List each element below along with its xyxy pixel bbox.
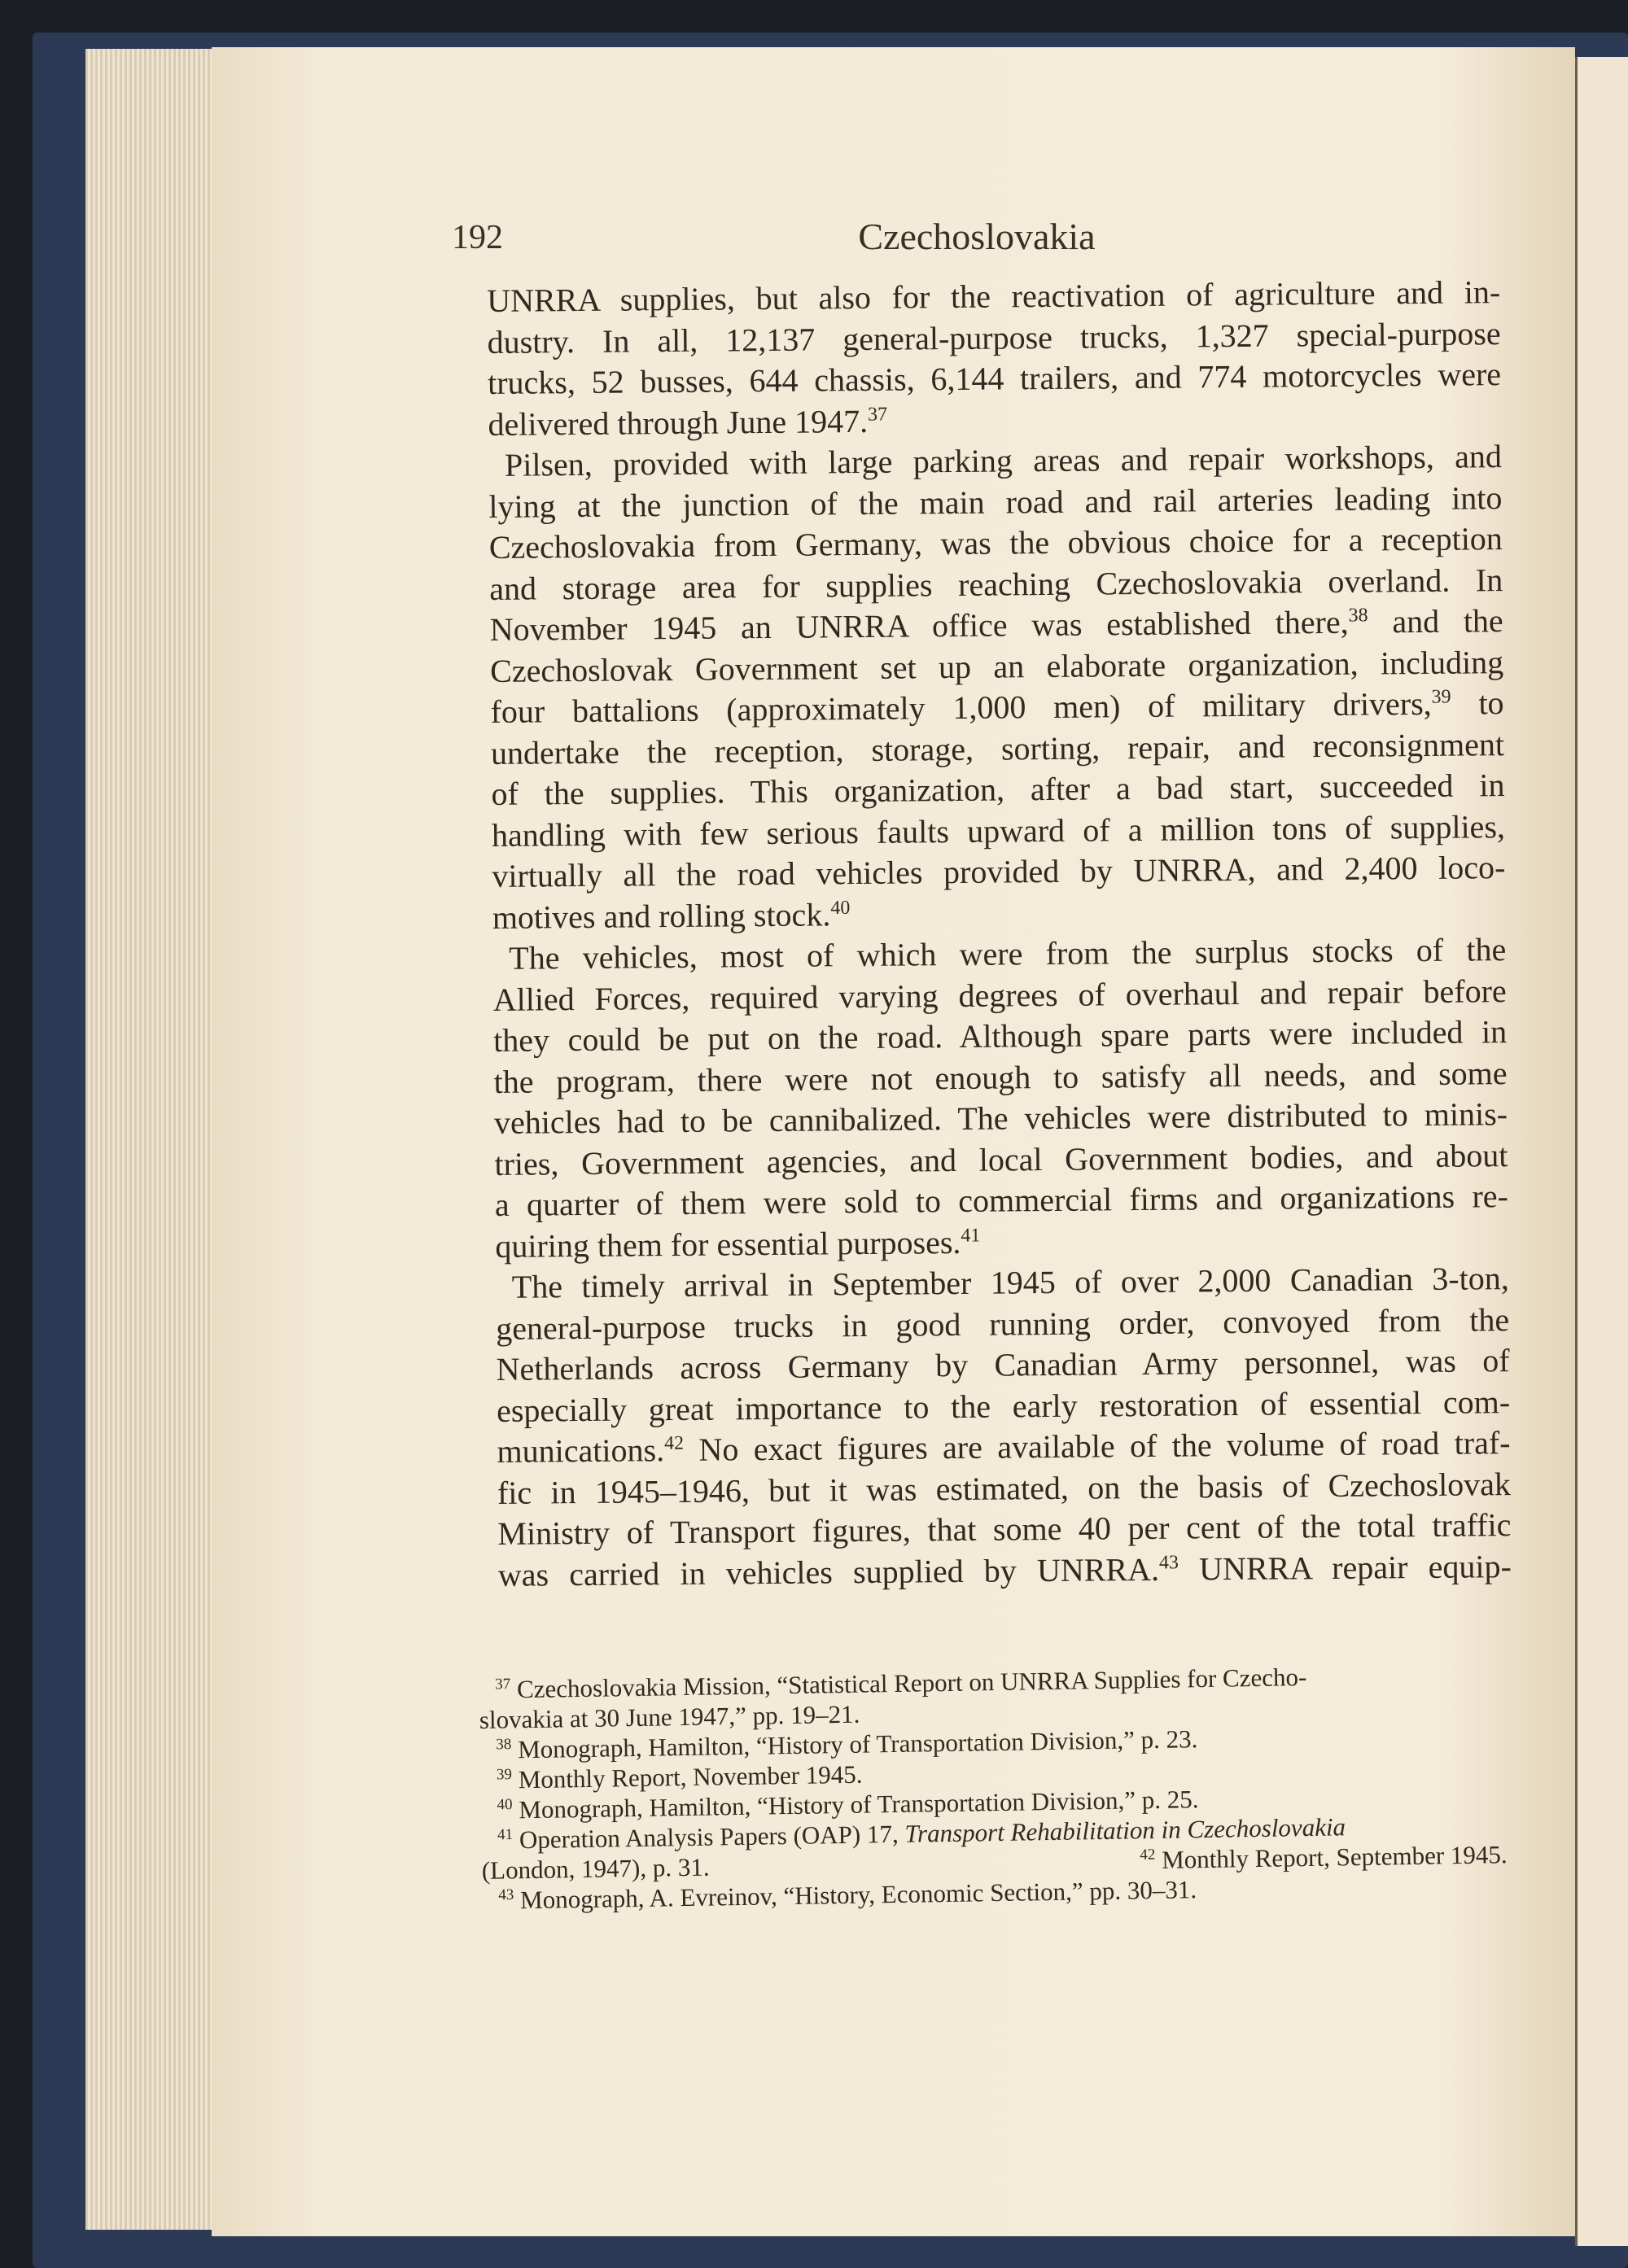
text-segment: Monograph, Hamilton, “History of Transportation Division,” p. 23.	[511, 1724, 1198, 1764]
text-segment: Transport Rehabilitation in Czechoslovakia	[904, 1812, 1346, 1848]
text-segment: Operation Analysis Papers (OAP) 17,	[512, 1819, 905, 1855]
footnote-reference: 37	[495, 1676, 511, 1693]
text-segment: UNRRA repair equip-	[1178, 1547, 1512, 1588]
text-segment: Ministry of Transport figures, that some 40 per cent of the total traffic	[497, 1506, 1512, 1552]
page-number: 192	[452, 219, 503, 256]
text-segment: quiring them for essential purposes.	[495, 1223, 961, 1265]
text-segment: The timely arrival in September 1945 of over 2,000 Canadian 3-ton,	[511, 1260, 1509, 1305]
footnote-reference: 40	[830, 897, 851, 919]
text-segment: was carried in vehicles supplied by UNRRA.	[497, 1550, 1160, 1593]
text-segment: trucks, 52 busses, 644 chassis, 6,144 trailers, and 774 motorcycles were	[487, 356, 1502, 401]
text-segment: dustry. In all, 12,137 general-purpose trucks, 1,327 special-purpose	[487, 314, 1501, 361]
text-segment: No exact figures are available of the volume of road traf-	[683, 1424, 1511, 1468]
text-segment: virtually all the road vehicles provided by UNRRA, and 2,400 loco-	[492, 849, 1506, 894]
text-segment: delivered through June 1947.	[488, 402, 869, 443]
running-header	[452, 218, 1502, 267]
text-segment: they could be put on the road. Although spare parts were included in	[492, 1013, 1508, 1059]
text-segment: slovakia at 30 June 1947,” pp. 19–21.	[479, 1699, 860, 1734]
footnote-reference: 40	[497, 1796, 513, 1814]
footnote-right	[1140, 1839, 1508, 1875]
text-segment: and the	[1368, 602, 1503, 640]
text-segment: especially great importance to the early restoration of essential com-	[496, 1383, 1511, 1429]
text-segment: UNRRA supplies, but also for the reactivation of agriculture and in-	[487, 273, 1501, 319]
text-segment: lying at the junction of the main road and rail arteries leading into	[488, 479, 1503, 525]
body-text	[487, 272, 1512, 1596]
footnote-reference: 42	[1140, 1846, 1156, 1864]
footnote-reference: 42	[663, 1432, 685, 1454]
text-segment: of the supplies. This organization, after a bad start, succeeded in	[491, 767, 1505, 812]
text-segment: The vehicles, most of which were from the surplus stocks of the	[509, 931, 1507, 977]
text-segment: and storage area for supplies reaching Czechoslovakia overland. In	[489, 561, 1503, 607]
footnote-reference: 41	[497, 1826, 514, 1844]
text-segment: Monograph, A. Evreinov, “History, Economic Section,” pp. 30–31.	[514, 1875, 1197, 1915]
text-segment: vehicles had to be cannibalized. The vehicles were distributed to minis-	[493, 1095, 1508, 1141]
footnotes	[479, 1658, 1508, 1916]
text-segment: Czechoslovakia Mission, “Statistical Report on UNRRA Supplies for Czecho-	[510, 1663, 1307, 1704]
footnote-reference: 37	[867, 403, 888, 426]
text-segment: a quarter of them were sold to commercial firms and organizations re-	[494, 1178, 1509, 1223]
text-segment: four battalions (approximately 1,000 men) of military drivers,	[490, 684, 1432, 730]
facing-page-edge	[1575, 57, 1628, 2246]
text-segment: tries, Government agencies, and local Government bodies, and about	[494, 1136, 1508, 1182]
text-segment: Monograph, Hamilton, “History of Transportation Division,” p. 25.	[512, 1785, 1199, 1824]
footnote-reference: 38	[1348, 605, 1368, 627]
text-segment: fic in 1945–1946, but it was estimated, on the basis of Czechoslovak	[497, 1465, 1512, 1511]
footnote-reference: 38	[496, 1736, 512, 1754]
footnote-reference: 43	[1158, 1551, 1179, 1574]
text-segment: undertake the reception, storage, sorting, repair, and reconsignment	[490, 725, 1505, 771]
text-segment: handling with few serious faults upward of a million tons of supplies,	[491, 807, 1506, 854]
text-segment: Monthly Report, September 1945.	[1155, 1840, 1508, 1874]
text-segment: the program, there were not enough to satisfy all needs, and some	[493, 1054, 1508, 1100]
text-segment: Pilsen, provided with large parking areas and repair workshops, and	[504, 438, 1503, 483]
text-segment: Netherlands across Germany by Canadian Army personnel, was of	[496, 1342, 1510, 1387]
text-segment: to	[1451, 684, 1504, 722]
page-edges	[85, 49, 224, 2230]
text-segment: Allied Forces, required varying degrees of overhaul and repair before	[492, 972, 1507, 1018]
text-segment: Monthly Report, November 1945.	[511, 1759, 863, 1794]
text-segment: Czechoslovakia from Germany, was the obvious choice for a reception	[488, 520, 1503, 566]
footnote-reference: 39	[496, 1766, 513, 1784]
footnote-reference: 39	[1431, 686, 1451, 708]
footnote-reference: 41	[961, 1224, 981, 1247]
text-segment: motives and rolling stock.	[492, 895, 831, 936]
text-segment: Czechoslovak Government set up an elaborate organization, including	[489, 643, 1504, 689]
running-title: Czechoslovakia	[858, 216, 1096, 257]
footnote-reference: 43	[498, 1886, 514, 1904]
text-segment: (London, 1947), p. 31.	[481, 1852, 710, 1885]
text-segment: general-purpose trucks in good running order, convoyed from the	[496, 1300, 1510, 1347]
text-segment: November 1945 an UNRRA office was established there,	[489, 603, 1349, 648]
text-segment: munications.	[497, 1431, 665, 1470]
